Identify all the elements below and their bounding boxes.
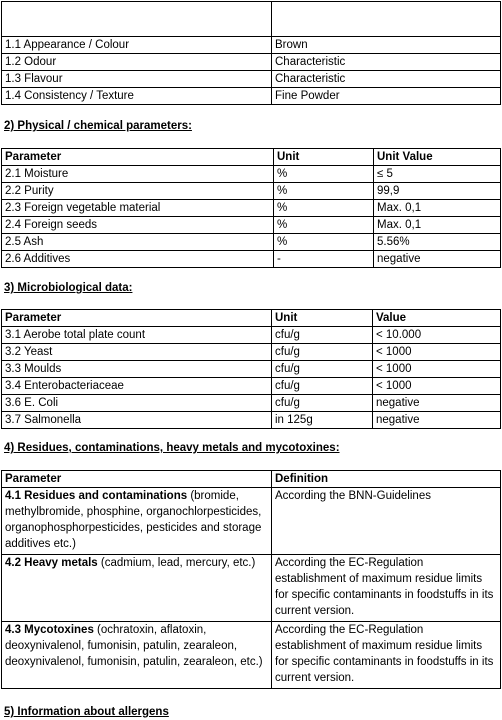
table-cell: cfu/g <box>272 344 373 361</box>
table-row <box>2 166 501 183</box>
table-cell: < 1000 <box>373 344 501 361</box>
table-row <box>2 622 501 689</box>
table-cell: According the EC-Regulation establishment of maximum residue limits for specific contaminants in foodstuffs in its current version. <box>272 622 501 689</box>
table-cell: According the BNN-Guidelines <box>272 488 501 555</box>
table-cell: in 125g <box>272 412 373 429</box>
table-cell <box>2 555 272 622</box>
column-header: Unit Value <box>374 149 501 166</box>
table-cell: cfu/g <box>272 378 373 395</box>
table-cell <box>2 622 272 689</box>
table-row <box>2 37 501 54</box>
table-cell: 3.2 Yeast <box>2 344 272 361</box>
physical-table <box>1 148 501 268</box>
param-lead: 4.1 Residues and contaminations <box>5 490 188 502</box>
table-cell: < 10.000 <box>373 327 501 344</box>
table-row <box>2 183 501 200</box>
column-header: Unit <box>272 310 373 327</box>
table-cell: cfu/g <box>272 395 373 412</box>
allergens-heading: 5) Information about allergens <box>4 706 169 718</box>
table-cell: cfu/g <box>272 361 373 378</box>
sensory-param: 1.3 Flavour <box>2 71 272 88</box>
table-row <box>2 88 501 105</box>
table-header-row <box>2 471 501 488</box>
table-row <box>2 327 501 344</box>
table-row <box>2 412 501 429</box>
sensory-value: Brown <box>272 37 501 54</box>
table-row <box>2 344 501 361</box>
sensory-param: 1.2 Odour <box>2 54 272 71</box>
sensory-value: Characteristic <box>272 54 501 71</box>
sensory-value: Characteristic <box>272 71 501 88</box>
table-cell: 2.6 Additives <box>2 251 274 268</box>
table-cell: % <box>274 183 374 200</box>
table-cell: 3.1 Aerobe total plate count <box>2 327 272 344</box>
table-row <box>2 217 501 234</box>
table-cell: negative <box>373 395 501 412</box>
sensory-table <box>1 1 501 105</box>
table-cell: 2.5 Ash <box>2 234 274 251</box>
table-row <box>2 54 501 71</box>
micro-table <box>1 309 501 429</box>
table-cell <box>2 488 272 555</box>
residues-heading: 4) Residues, contaminations, heavy metals and mycotoxines: <box>4 442 340 454</box>
table-cell: cfu/g <box>272 327 373 344</box>
table-cell: < 1000 <box>373 378 501 395</box>
micro-heading: 3) Microbiological data: <box>4 282 133 294</box>
column-header: Unit <box>274 149 374 166</box>
table-cell: < 1000 <box>373 361 501 378</box>
table-cell: Max. 0,1 <box>374 200 501 217</box>
column-header: Parameter <box>2 310 272 327</box>
table-cell: negative <box>373 412 501 429</box>
table-cell: 3.6 E. Coli <box>2 395 272 412</box>
table-cell: % <box>274 234 374 251</box>
table-row <box>2 395 501 412</box>
table-cell: According the EC-Regulation establishment of maximum residue limits for specific contaminants in foodstuffs in its current version. <box>272 555 501 622</box>
column-header: Definition <box>272 471 501 488</box>
table-cell: 3.4 Enterobacteriaceae <box>2 378 272 395</box>
table-cell: 2.2 Purity <box>2 183 274 200</box>
table-cell: 2.4 Foreign seeds <box>2 217 274 234</box>
table-row <box>2 200 501 217</box>
residues-table <box>1 470 501 689</box>
table-cell: negative <box>374 251 501 268</box>
param-detail: (ochratoxin, aflatoxin, deoxynivalenol, fumonisin, patulin, zearaleon, deoxynivalenol, fumonisin, patulin, zearaleon, etc.) <box>5 624 263 668</box>
table-cell: 3.7 Salmonella <box>2 412 272 429</box>
table-row <box>2 234 501 251</box>
table-cell: 5.56% <box>374 234 501 251</box>
table-cell: % <box>274 217 374 234</box>
table-row <box>2 251 501 268</box>
sensory-param: 1.1 Appearance / Colour <box>2 37 272 54</box>
physical-heading: 2) Physical / chemical parameters: <box>4 120 192 132</box>
table-cell: % <box>274 200 374 217</box>
table-cell: 99,9 <box>374 183 501 200</box>
table-header-row <box>2 310 501 327</box>
table-cell: ≤ 5 <box>374 166 501 183</box>
column-header: Parameter <box>2 149 274 166</box>
sensory-param: 1.4 Consistency / Texture <box>2 88 272 105</box>
table-row <box>2 2 501 37</box>
table-cell: 2.1 Moisture <box>2 166 274 183</box>
table-row <box>2 488 501 555</box>
table-row <box>2 378 501 395</box>
table-cell: 2.3 Foreign vegetable material <box>2 200 274 217</box>
sensory-value: Fine Powder <box>272 88 501 105</box>
param-detail: (bromide, methylbromide, phosphine, organochlorpesticides, organophosphorpesticides, pesticides and storage additives etc.) <box>5 490 262 550</box>
table-cell: % <box>274 166 374 183</box>
param-lead: 4.2 Heavy metals <box>5 557 98 569</box>
table-cell: Max. 0,1 <box>374 217 501 234</box>
table-cell: 3.3 Moulds <box>2 361 272 378</box>
table-row <box>2 71 501 88</box>
param-lead: 4.3 Mycotoxines <box>5 624 94 636</box>
table-header-row <box>2 149 501 166</box>
column-header: Value <box>373 310 501 327</box>
table-row <box>2 361 501 378</box>
param-detail: (cadmium, lead, mercury, etc.) <box>97 557 256 569</box>
column-header: Parameter <box>2 471 272 488</box>
table-cell: - <box>274 251 374 268</box>
table-row <box>2 555 501 622</box>
